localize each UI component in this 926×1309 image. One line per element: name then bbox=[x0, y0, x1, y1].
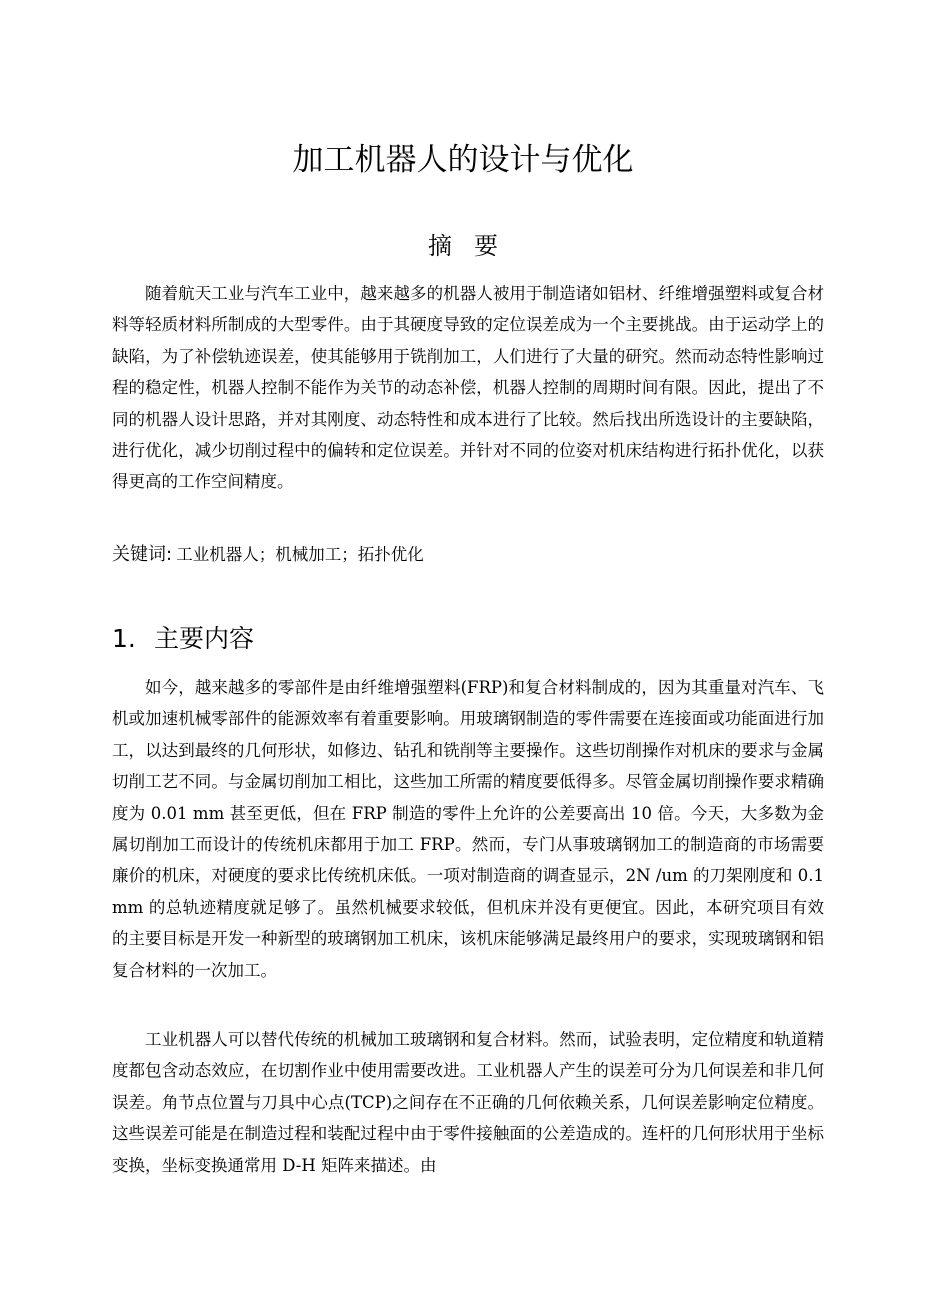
abstract-heading: 摘要 bbox=[428, 232, 520, 260]
document-title: 加工机器人的设计与优化 bbox=[292, 142, 634, 178]
section-number: 1. bbox=[112, 624, 136, 653]
section-heading bbox=[112, 619, 254, 659]
body-paragraph: 如今，越来越多的零部件是由纤维增强塑料(FRP)和复合材料制成的，因为其重量对汽车、飞机或加速机械零部件的能源效率有着重要影响。用玻璃钢制造的零件需要在连接面或功能面进行加工，以达到最终的几何形状，如修边、钻孔和铣削等主要操作。这些切削操作对机床的要求与金属切削工艺不同。与金属切削加工相比，这些加工所需的精度要低得多。尽管金属切削操作要求精确度为 0.01 mm 甚至更低，但在 FRP 制造的零件上允许的公差要高出 10 倍。今天，大多数为金属切削加工而设计的传统机床都用于加工 FRP。然而，专门从事玻璃钢加工的制造商的市场需要廉价的机床，对硬度的要求比传统机床低。一项对制造商的调查显示，2N /um 的刀架刚度和 0.1 mm 的总轨迹精度就足够了。虽然机械要求较低，但机床并没有更便宜。因此，本研究项目有效的主要目标是开发一种新型的玻璃钢加工机床，该机床能够满足最终用户的要求，实现玻璃钢和铝复合材料的一次加工。 bbox=[112, 678, 824, 980]
section-title: 主要内容 bbox=[154, 624, 255, 653]
body-paragraph: 工业机器人可以替代传统的机械加工玻璃钢和复合材料。然而，试验表明，定位精度和轨道精度都包含动态效应，在切割作业中使用需要改进。工业机器人产生的误差可分为几何误差和非几何误差。角节点位置与刀具中心点(TCP)之间存在不正确的几何依赖关系，几何误差影响定位精度。这些误差可能是在制造过程和装配过程中由于零件接触面的公差造成的。连杆的几何形状用于坐标变换，坐标变换通常用 D-H 矩阵来描述。由 bbox=[112, 1030, 824, 1175]
abstract-paragraph: 随着航天工业与汽车工业中，越来越多的机器人被用于制造诸如铝材、纤维增强塑料或复合材料等轻质材料所制成的大型零件。由于其硬度导致的定位误差成为一个主要挑战。由于运动学上的缺陷，为了补偿轨迹误差，使其能够用于铣削加工，人们进行了大量的研究。然而动态特性影响过程的稳定性，机器人控制不能作为关节的动态补偿，机器人控制的周期时间有限。因此，提出了不同的机器人设计思路，并对其刚度、动态特性和成本进行了比较。然后找出所选设计的主要缺陷，进行优化，减少切削过程中的偏转和定位误差。并针对不同的位姿对机床结构进行拓扑优化，以获得更高的工作空间精度。 bbox=[112, 284, 824, 492]
keywords-line bbox=[112, 540, 824, 570]
keywords-label: 关键词: bbox=[112, 544, 173, 565]
keywords-value: 工业机器人；机械加工；拓扑优化 bbox=[176, 545, 424, 564]
